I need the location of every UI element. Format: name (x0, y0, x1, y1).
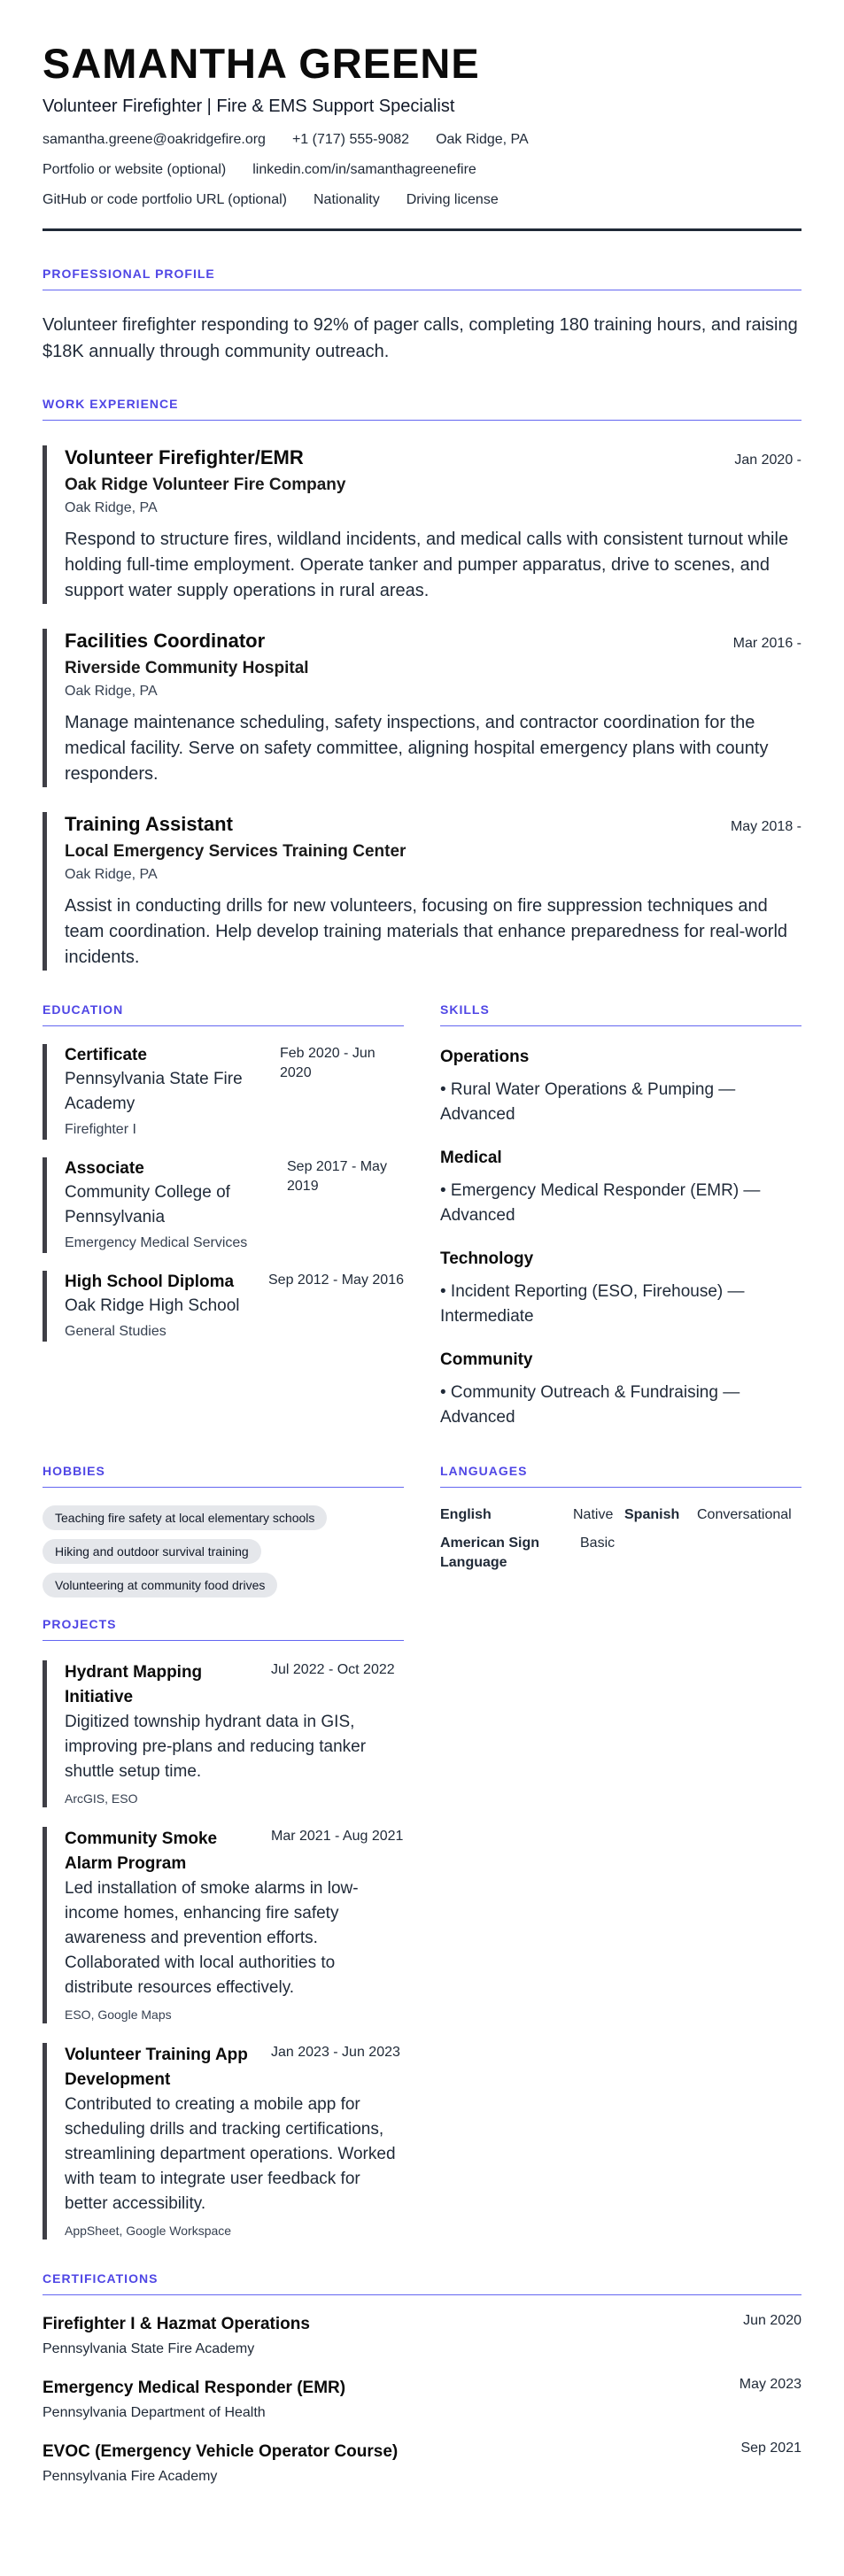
edu-field: General Studies (65, 1324, 166, 1339)
project-entry (43, 1827, 404, 2023)
candidate-name: SAMANTHA GREENE (43, 40, 480, 87)
skill-group (440, 1248, 801, 1329)
skill-category: Operations (440, 1048, 530, 1066)
edu-degree: High School Diploma (65, 1273, 235, 1291)
projects-section (43, 1617, 404, 2239)
skill-item: • Community Outreach & Fundraising — Advanced (440, 1383, 740, 1427)
language-name: English (440, 1507, 492, 1522)
project-date: Mar 2021 - Aug 2021 (271, 1829, 404, 1844)
skill-group (440, 1147, 801, 1228)
contact-row (43, 161, 801, 179)
project-description: Digitized township hydrant data in GIS, improving pre-plans and reducing tanker shuttle setup time. (65, 1713, 367, 1781)
language-level: Conversational (697, 1507, 792, 1522)
certification-issuer: Pennsylvania Department of Health (43, 2405, 266, 2420)
certification-entry (43, 2377, 801, 2423)
language-level: Native (573, 1507, 614, 1522)
edu-date: Sep 2012 - May 2016 (268, 1273, 404, 1288)
project-entry (43, 2043, 404, 2239)
project-tech: AppSheet, Google Workspace (65, 2224, 232, 2238)
job-entry (43, 629, 801, 787)
skill-category: Technology (440, 1249, 534, 1268)
job-date: May 2018 - (730, 819, 801, 834)
job-entry (43, 445, 801, 604)
hobby-list (43, 1497, 404, 1597)
project-tech: ESO, Google Maps (65, 2007, 172, 2022)
job-title: Volunteer Firefighter/EMR (65, 446, 304, 468)
certification-issuer: Pennsylvania State Fire Academy (43, 2341, 255, 2356)
edu-school: Community College of Pennsylvania (65, 1183, 230, 1226)
section-title-profile: PROFESSIONAL PROFILE (43, 267, 801, 290)
certification-date: Jun 2020 (743, 2313, 801, 2328)
hobby-chip: Volunteering at community food drives (43, 1573, 277, 1597)
education-skills-row (43, 1002, 801, 1430)
location: Oak Ridge, PA (436, 132, 529, 147)
project-name: Volunteer Training App Development (65, 2046, 248, 2089)
contact-row (43, 191, 801, 209)
hobbies-section (43, 1464, 404, 1597)
section-title-languages: LANGUAGES (440, 1464, 801, 1488)
language-list (440, 1505, 801, 1576)
header-divider (43, 228, 801, 231)
job-title: Training Assistant (65, 813, 233, 835)
job-description: Manage maintenance scheduling, safety inspections, and contractor coordination for the medical facility. Serve on safety committee, aligning hospital emergency plans with county responders. (65, 713, 769, 784)
edu-field: Emergency Medical Services (65, 1235, 248, 1250)
skill-item: • Emergency Medical Responder (EMR) — Advanced (440, 1181, 761, 1225)
project-date: Jan 2023 - Jun 2023 (271, 2045, 400, 2060)
language-name: Spanish (624, 1507, 680, 1522)
certification-date: Sep 2021 (740, 2441, 801, 2456)
certification-issuer: Pennsylvania Fire Academy (43, 2469, 218, 2484)
section-title-work: WORK EXPERIENCE (43, 397, 801, 421)
job-location: Oak Ridge, PA (65, 867, 158, 882)
job-location: Oak Ridge, PA (65, 500, 158, 515)
skill-category: Community (440, 1350, 533, 1369)
hobbies-languages-row (43, 1464, 801, 1597)
certification-entry (43, 2313, 801, 2359)
section-title-hobbies: HOBBIES (43, 1464, 404, 1488)
skill-item: • Rural Water Operations & Pumping — Advanced (440, 1080, 736, 1124)
job-entry (43, 812, 801, 971)
edu-degree: Associate (65, 1159, 144, 1178)
certification-name: Firefighter I & Hazmat Operations (43, 2315, 310, 2333)
hobby-chip: Teaching fire safety at local elementary schools (43, 1505, 327, 1530)
certification-date: May 2023 (739, 2377, 801, 2392)
section-title-skills: SKILLS (440, 1002, 801, 1026)
skill-group (440, 1349, 801, 1430)
portfolio-link[interactable]: Portfolio or website (optional) (43, 162, 227, 177)
edu-date: Feb 2020 - Jun 2020 (280, 1046, 376, 1080)
skill-category: Medical (440, 1149, 502, 1167)
education-section (43, 1002, 404, 1430)
project-date: Jul 2022 - Oct 2022 (271, 1662, 395, 1677)
contact-info (43, 131, 801, 209)
project-name: Hydrant Mapping Initiative (65, 1663, 203, 1706)
edu-school: Oak Ridge High School (65, 1296, 240, 1315)
job-company: Riverside Community Hospital (65, 659, 309, 677)
project-entry (43, 1660, 404, 1807)
certification-name: Emergency Medical Responder (EMR) (43, 2379, 346, 2397)
project-description: Contributed to creating a mobile app for scheduling drills and tracking certifications, streamlining department operations. Worked with team to integrate user feedback for better accessibility. (65, 2095, 396, 2213)
contact-row (43, 131, 801, 149)
job-description: Respond to structure fires, wildland incidents, and medical calls with consistent turnout while holding full-time employment. Operate tanker and pumper apparatus, drive to scenes, and support water supply operations in rural areas. (65, 530, 789, 600)
project-tech: ArcGIS, ESO (65, 1791, 138, 1806)
job-company: Local Emergency Services Training Center (65, 842, 407, 861)
job-date: Jan 2020 - (734, 453, 801, 468)
project-name: Community Smoke Alarm Program (65, 1830, 218, 1873)
certifications-section (43, 2271, 801, 2487)
job-date: Mar 2016 - (732, 636, 801, 651)
nationality: Nationality (313, 192, 380, 207)
project-description: Led installation of smoke alarms in low-income homes, enhancing fire safety awareness and prevention efforts. Collaborated with local authorities to distribute resources effectively. (65, 1879, 359, 1997)
certification-entry (43, 2441, 801, 2487)
linkedin-link[interactable]: linkedin.com/in/samanthagreenefire (252, 162, 476, 177)
languages-section (440, 1464, 801, 1597)
section-title-education: EDUCATION (43, 1002, 404, 1026)
edu-school: Pennsylvania State Fire Academy (65, 1070, 243, 1113)
github-link[interactable]: GitHub or code portfolio URL (optional) (43, 192, 287, 207)
job-location: Oak Ridge, PA (65, 684, 158, 699)
job-company: Oak Ridge Volunteer Fire Company (65, 476, 346, 494)
profile-summary: Volunteer firefighter responding to 92% of pager calls, completing 180 training hours, and raising $18K annually through community outreach. (43, 315, 798, 361)
edu-date: Sep 2017 - May 2019 (287, 1159, 387, 1194)
education-entry (43, 1157, 404, 1253)
section-title-certifications: CERTIFICATIONS (43, 2271, 801, 2295)
section-title-projects: PROJECTS (43, 1617, 404, 1641)
edu-field: Firefighter I (65, 1122, 136, 1137)
job-title: Facilities Coordinator (65, 630, 266, 652)
skills-section (440, 1002, 801, 1430)
education-entry (43, 1044, 404, 1140)
edu-degree: Certificate (65, 1046, 147, 1064)
headline: Volunteer Firefighter | Fire & EMS Support Specialist (43, 97, 455, 116)
education-entry (43, 1271, 404, 1342)
skill-group (440, 1046, 801, 1127)
job-description: Assist in conducting drills for new volunteers, focusing on fire suppression techniques and team coordination. Help develop training materials that enhance preparedness for real-world incidents. (65, 896, 788, 967)
language-level: Basic (580, 1536, 616, 1551)
driving-license: Driving license (406, 192, 499, 207)
hobby-chip: Hiking and outdoor survival training (43, 1539, 261, 1564)
phone: +1 (717) 555-9082 (291, 132, 410, 147)
email-link[interactable]: samantha.greene@oakridgefire.org (43, 132, 266, 147)
skill-item: • Incident Reporting (ESO, Firehouse) — Intermediate (440, 1282, 745, 1326)
language-name: American Sign Language (440, 1536, 540, 1570)
certification-name: EVOC (Emergency Vehicle Operator Course) (43, 2442, 399, 2461)
